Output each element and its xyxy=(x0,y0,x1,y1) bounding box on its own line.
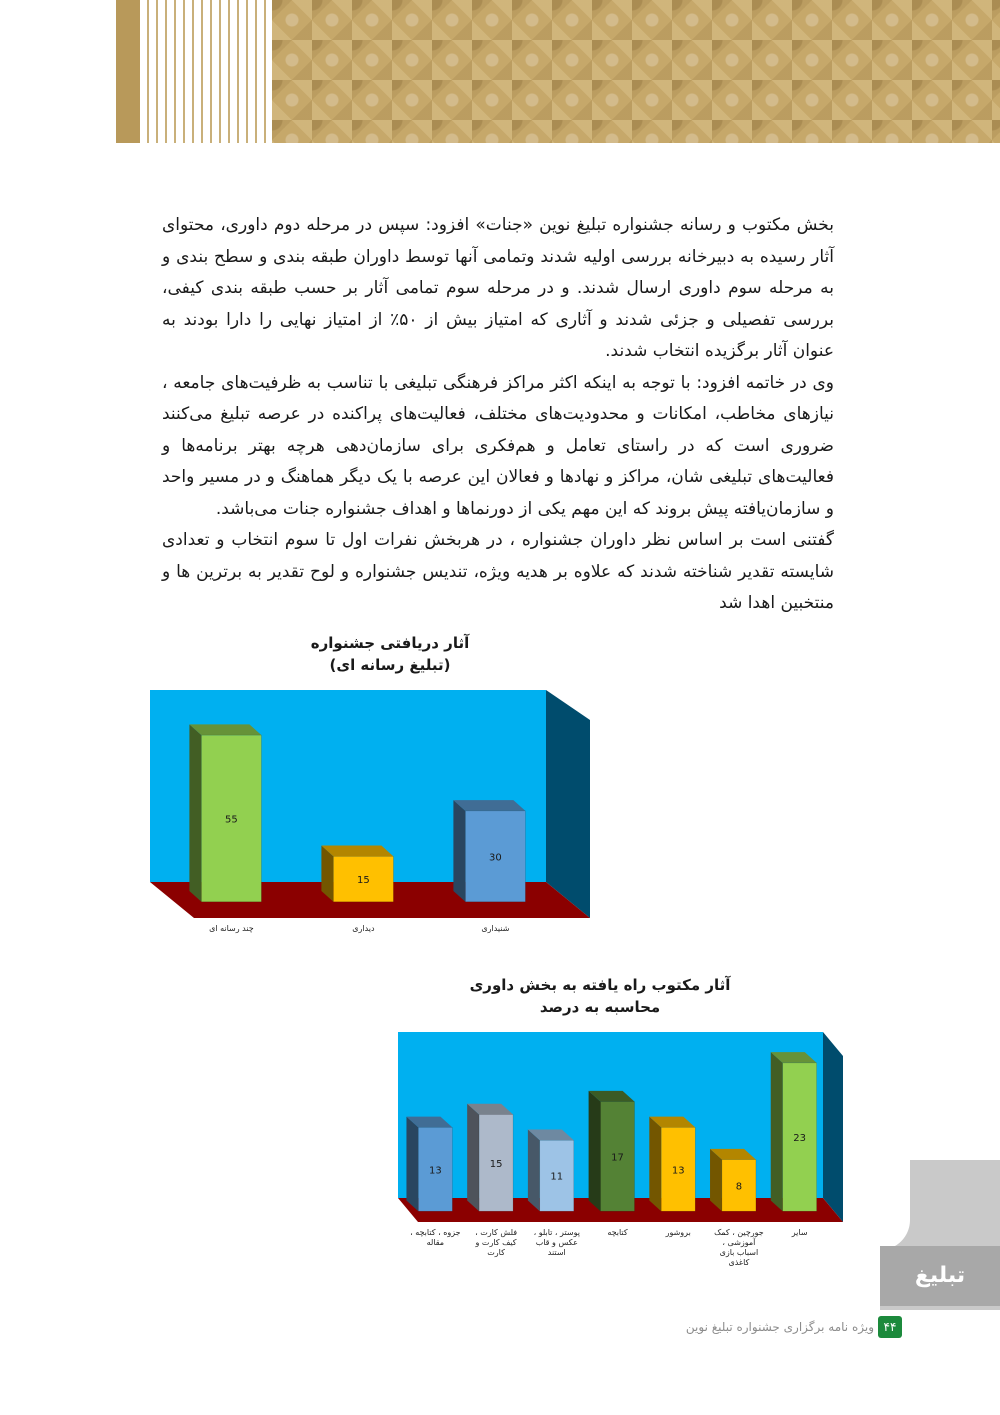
category-label: دیداری xyxy=(352,924,375,933)
header-band xyxy=(0,0,1000,143)
bar-side xyxy=(528,1130,540,1212)
bar-value-label: 15 xyxy=(489,1158,503,1170)
paragraph: گفتنی است بر اساس نظر داوران جشنواره ، در هربخش نفرات اول تا سوم انتخاب و تعدادی شایسته تقدیر شناخته شدند که علاوه بر هدیه ویژه، تندیس جشنواره و لوح تقدیر به برترین ها و منتخبین اهدا شد xyxy=(162,530,834,613)
category-label: چند رسانه ای xyxy=(209,924,254,933)
bar-6 xyxy=(406,1117,452,1212)
bar-top xyxy=(189,724,261,735)
category-label: شنیداری xyxy=(481,924,510,933)
bar-side xyxy=(467,1104,479,1211)
bar-value-label: 11 xyxy=(550,1171,564,1183)
bar-5 xyxy=(467,1104,513,1211)
chart-2-title xyxy=(450,974,750,1018)
category-label: پوستر ، تابلو ، عکس و قاب استند xyxy=(533,1228,580,1257)
chart-2-subtitle-line: محاسبه به درصد xyxy=(539,998,661,1016)
category-label: کتابچه xyxy=(607,1228,628,1237)
chart-side-wall xyxy=(546,690,590,918)
bar-value-label: 13 xyxy=(671,1165,685,1177)
chart-2 xyxy=(398,1032,843,1228)
bar-side xyxy=(649,1117,661,1212)
bar-side xyxy=(710,1149,722,1211)
category-label: بروشور xyxy=(665,1228,691,1237)
bar-value-label: 8 xyxy=(735,1181,743,1193)
page-number: ۴۴ xyxy=(878,1316,902,1338)
bar-value-label: 30 xyxy=(489,852,502,864)
bar-side xyxy=(771,1052,783,1211)
category-label: جورچین ، کمک آموزشی ، اسباب بازی کاغذی xyxy=(714,1228,764,1267)
footer xyxy=(640,1316,902,1340)
bar-value-label: 17 xyxy=(611,1152,624,1164)
bar-side xyxy=(453,800,465,902)
bar-4 xyxy=(528,1130,574,1212)
bar-1 xyxy=(710,1149,756,1211)
footer-text: ویژه نامه برگزاری جشنواره تبلیغ نوین xyxy=(685,1320,874,1334)
bar-0 xyxy=(771,1052,817,1211)
chart-1 xyxy=(150,690,590,930)
category-label: جزوه ، کتابچه ، مقاله xyxy=(410,1228,461,1247)
paragraph: بخش مکتوب و رسانه جشنواره تبلیغ نوین «جنات» افزود: سپس در مرحله دوم داوری، محتوای آثار رسیده به دبیرخانه بررسی اولیه شدند وتمامی آنها توسط داوران طبقه بندی و سطح بندی و به مرحله سوم داوری ارسال شدند. و در مرحله سوم تمامی آثار بر حسب طبقه بندی کیفی، بررسی تفصیلی و جزئی شدند و آثاری که امتیاز بیش از ۵۰٪ از امتیاز نهایی را دارا بودند به عنوان آثار برگزیده انتخاب شدند. xyxy=(162,215,835,361)
bar-value-label: 15 xyxy=(357,875,370,887)
bar-value-label: 13 xyxy=(428,1165,442,1177)
bar-top xyxy=(321,846,393,857)
article-body xyxy=(162,210,834,620)
header-gold-strip xyxy=(116,0,140,143)
chart-2-title-line: آثار مکتوب راه یافته به بخش داوری xyxy=(469,976,731,994)
category-label: فلش کارت ، کیف کارت و کارت xyxy=(475,1228,518,1257)
bar-side xyxy=(589,1091,601,1211)
header-stripes xyxy=(140,0,272,143)
bar-2 xyxy=(649,1117,695,1212)
chart-1-title-line: آثار دریافتی جشنواره xyxy=(310,634,470,652)
chart-1-title xyxy=(250,632,530,676)
chart-1-subtitle-line: (تبلیغ رسانه ای) xyxy=(329,656,451,674)
header-pattern xyxy=(272,0,1000,143)
bar-3 xyxy=(589,1091,635,1211)
bar-value-label: 55 xyxy=(225,814,238,826)
bar-side xyxy=(406,1117,418,1212)
bar-0 xyxy=(453,800,525,902)
bar-top xyxy=(453,800,525,811)
category-label: سایر xyxy=(791,1228,808,1237)
paragraph: وی در خاتمه افزود: با توجه به اینکه اکثر مراکز فرهنگی تبلیغی با تناسب به ظرفیت‌های جامعه ، نیازهای مخاطب، امکانات و محدودیت‌های مختلف، فعالیت‌های پراکنده در عرصه تبلیغ می‌کنند ضروری است که در راستای تعامل و هم‌فکری برای سازمان‌دهی هرچه بهتر برنامه‌ها و فعالیت‌های تبلیغی شان، مراکز و نهادها و فعالان این عرصه با یک دیگر هماهنگ و در مسیر واحد و سازمان‌یافته پیش بروند که این مهم یکی از دورنماها و اهداف جشنواره جنات می‌باشد. xyxy=(162,372,834,519)
bar-value-label: 23 xyxy=(793,1133,807,1145)
bar-side xyxy=(189,724,201,901)
bar-2 xyxy=(189,724,261,901)
side-logo: تبلیغ xyxy=(880,1246,1000,1306)
bar-1 xyxy=(321,846,393,902)
chart-side-wall xyxy=(823,1032,843,1222)
